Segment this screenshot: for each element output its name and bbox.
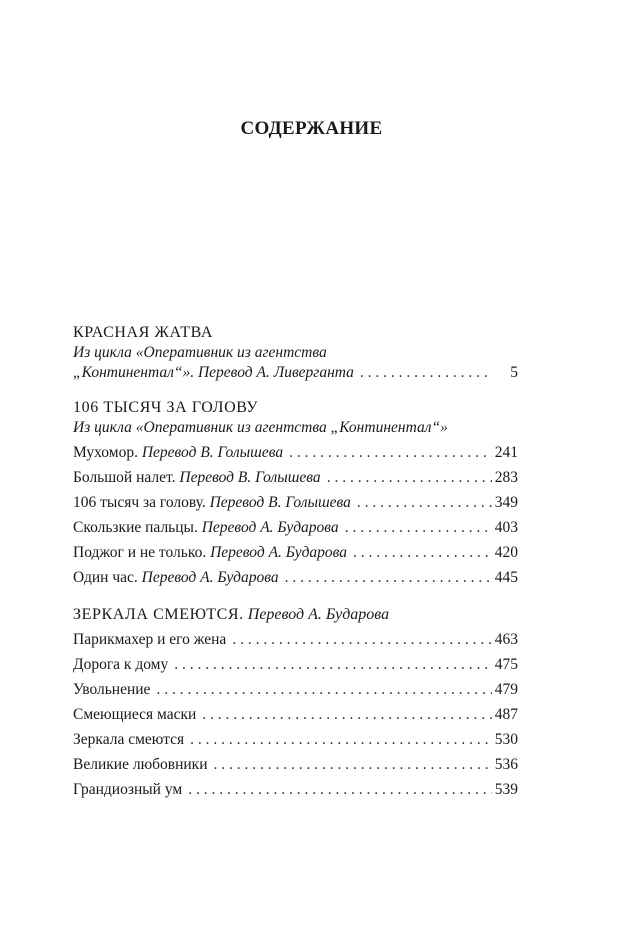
toc-entry[interactable] <box>73 652 518 677</box>
table-of-contents <box>73 322 518 816</box>
toc-entry-translator: Перевод А. Бударова <box>206 544 348 561</box>
section-heading <box>73 397 518 418</box>
page-title: СОДЕРЖАНИЕ <box>240 118 383 139</box>
toc-entry-translator: Перевод А. Бударова <box>137 569 279 586</box>
toc-entry-translator: Перевод А. Бударова <box>197 519 339 536</box>
toc-entry-title: Большой налет. <box>73 469 176 486</box>
toc-section-zerkala-smeyutsya <box>73 604 518 802</box>
toc-entry-page: 530 <box>494 731 518 748</box>
toc-entry-label <box>73 515 339 540</box>
toc-entry-label <box>73 490 351 515</box>
dot-leader <box>353 540 492 565</box>
toc-entry-page: 536 <box>494 756 518 773</box>
section-heading <box>73 322 518 343</box>
toc-entry-title: Мухомор. <box>73 444 138 461</box>
toc-entry-label <box>73 540 347 565</box>
toc-entry[interactable] <box>73 677 518 702</box>
section-subtitle: Из цикла «Оперативник из агентства <box>73 344 327 361</box>
toc-entry-page: 479 <box>494 681 518 698</box>
toc-entry-page: 445 <box>494 569 518 586</box>
toc-entry-page: 241 <box>494 444 518 461</box>
toc-entry-page: 403 <box>494 519 518 536</box>
toc-entry-page: 487 <box>494 706 518 723</box>
section-subtitle: Из цикла «Оперативник из агентства „Континентал“» <box>73 419 448 436</box>
toc-entry-translator: Перевод В. Голышева <box>137 444 284 461</box>
section-heading-text: 106 ТЫСЯЧ ЗА ГОЛОВУ <box>73 399 259 416</box>
toc-entry-title: Дорога к дому <box>73 656 169 673</box>
toc-entry-title: Великие любовники <box>73 756 208 773</box>
toc-entry-page: 463 <box>494 631 518 648</box>
toc-entry[interactable] <box>73 363 518 383</box>
toc-entry-label <box>73 565 279 590</box>
toc-entry[interactable] <box>73 540 518 565</box>
toc-entry-page: 283 <box>494 469 518 486</box>
toc-entry-title: Парикмахер и его жена <box>73 631 227 648</box>
toc-entry[interactable] <box>73 752 518 777</box>
dot-leader <box>174 652 492 677</box>
toc-entry[interactable] <box>73 490 518 515</box>
toc-entry[interactable] <box>73 565 518 590</box>
dot-leader <box>190 727 492 752</box>
dot-leader <box>214 752 492 777</box>
dot-leader <box>357 490 492 515</box>
toc-entry[interactable] <box>73 515 518 540</box>
dot-leader <box>289 440 492 465</box>
dot-leader <box>188 777 492 802</box>
toc-section-106-tysyach <box>73 397 518 590</box>
toc-entry-page: 475 <box>494 656 518 673</box>
toc-entry[interactable] <box>73 727 518 752</box>
toc-entry-title: Грандиозный ум <box>73 781 183 798</box>
toc-section-krasnaya-zhatva <box>73 322 518 383</box>
toc-entry-translator: Перевод В. Голышева <box>175 469 321 486</box>
section-heading-text: ЗЕРКАЛА СМЕЮТСЯ. <box>73 606 244 623</box>
toc-entry-title: Скользкие пальцы. <box>73 519 198 536</box>
toc-entry-title: Поджог и не только. <box>73 544 207 561</box>
toc-entry[interactable] <box>73 465 518 490</box>
dot-leader <box>360 363 488 383</box>
toc-entry[interactable] <box>73 702 518 727</box>
toc-entry-title: 106 тысяч за голову. <box>73 494 206 511</box>
section-heading-translator: Перевод А. Бударова <box>243 606 390 623</box>
dot-leader <box>156 677 491 702</box>
toc-entry[interactable] <box>73 777 518 802</box>
toc-entry-label <box>73 465 321 490</box>
toc-entry-title: Смеющиеся маски <box>73 706 197 723</box>
dot-leader <box>285 565 492 590</box>
toc-entry-page: 349 <box>494 494 518 511</box>
section-heading <box>73 604 518 625</box>
section-heading-text: КРАСНАЯ ЖАТВА <box>73 324 214 341</box>
toc-entry-label <box>73 440 283 465</box>
dot-leader <box>345 515 492 540</box>
toc-entry-title: Увольнение <box>73 681 151 698</box>
dot-leader <box>327 465 492 490</box>
toc-entry-title: Зеркала смеются <box>73 731 185 748</box>
dot-leader <box>202 702 491 727</box>
toc-entry-page: 539 <box>494 781 518 798</box>
toc-entry-translator: Перевод А. Ливерганта <box>194 364 354 381</box>
toc-entry-label <box>73 363 354 383</box>
toc-entry[interactable] <box>73 440 518 465</box>
dot-leader <box>232 627 491 652</box>
toc-entry-title: „Континентал“». <box>73 364 195 381</box>
toc-entry-page: 420 <box>494 544 518 561</box>
toc-entry-translator: Перевод В. Голышева <box>205 494 351 511</box>
toc-entry-page: 5 <box>510 364 518 381</box>
toc-entry-title: Один час. <box>73 569 138 586</box>
toc-entry[interactable] <box>73 627 518 652</box>
